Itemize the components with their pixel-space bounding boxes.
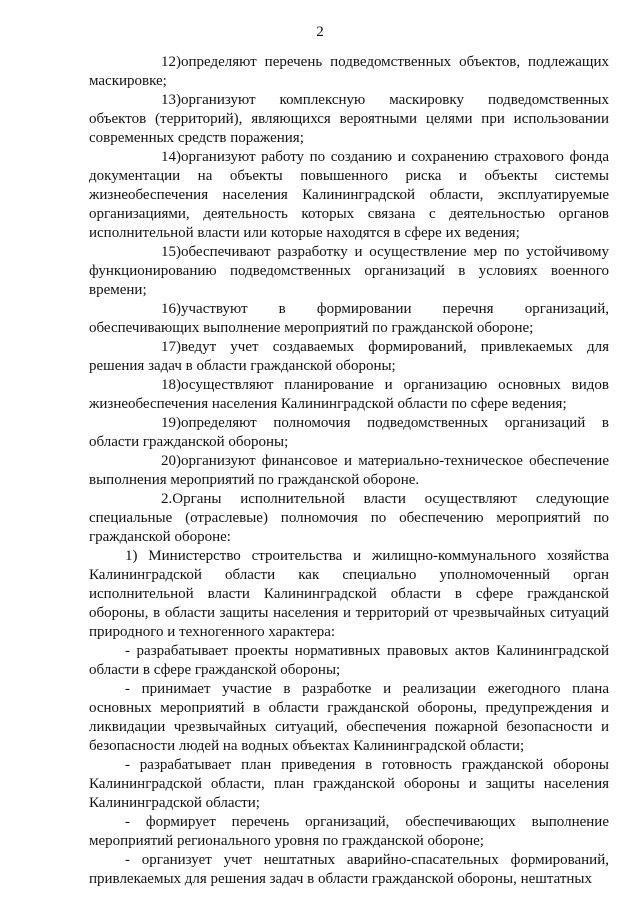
paragraph bbox=[89, 414, 609, 452]
paragraph-number: 13) bbox=[161, 92, 181, 108]
paragraph-text: участвуют в формировании перечня организаций, обеспечивающих выполнение мероприятий по гражданской обороне; bbox=[89, 301, 609, 336]
paragraph-text: - формирует перечень организаций, обеспечивающих выполнение мероприятий регионального уровня по гражданской обороне; bbox=[89, 814, 609, 849]
paragraph-number: 18) bbox=[161, 377, 181, 393]
paragraph-number: 17) bbox=[161, 339, 181, 355]
paragraph-text: организуют комплексную маскировку подведомственных объектов (территорий), являющихся вероятными целями при использовании современных средств поражения; bbox=[89, 92, 609, 146]
paragraph bbox=[89, 680, 609, 756]
paragraph-text: - разрабатывает план приведения в готовность гражданской обороны Калининградской области, план гражданской обороны и защиты населения Калининградской области; bbox=[89, 757, 609, 811]
paragraph-text: 1) Министерство строительства и жилищно-коммунального хозяйства Калининградской области как специально уполномоченный орган исполнительной власти Калининградской области в сфере гражданской обороны, в области защиты населения и территорий от чрезвычайных ситуаций природного и техногенного характера: bbox=[89, 548, 609, 640]
paragraph bbox=[89, 148, 609, 243]
paragraph-text: - принимает участие в разработке и реализации ежегодного плана основных мероприятий в области гражданской обороны, предупреждения и ликвидации чрезвычайных ситуаций, обеспечения пожарной безопасности и безопасности людей на водных объектах Калининградской области; bbox=[89, 681, 609, 754]
paragraph-text: обеспечивают разработку и осуществление мер по устойчивому функционированию подведомственных организаций в условиях военного времени; bbox=[89, 244, 609, 298]
paragraph-text: Органы исполнительной власти осуществляют следующие специальные (отраслевые) полномочия по обеспечению мероприятий по гражданской обороне: bbox=[89, 491, 609, 545]
paragraph-number: 14) bbox=[161, 149, 181, 165]
paragraph bbox=[89, 547, 609, 642]
paragraph-text: определяют перечень подведомственных объектов, подлежащих маскировке; bbox=[89, 54, 609, 89]
paragraph-text: ведут учет создаваемых формирований, привлекаемых для решения задач в области гражданской обороны; bbox=[89, 339, 609, 374]
paragraph bbox=[89, 91, 609, 148]
paragraph bbox=[89, 243, 609, 300]
paragraph bbox=[89, 452, 609, 490]
paragraph-text: осуществляют планирование и организацию основных видов жизнеобеспечения населения Калининградской области по сфере ведения; bbox=[89, 377, 609, 412]
paragraph-number: 12) bbox=[161, 54, 181, 70]
paragraph bbox=[89, 756, 609, 813]
paragraph bbox=[89, 376, 609, 414]
paragraph-number: 15) bbox=[161, 244, 181, 260]
paragraph-number: 16) bbox=[161, 301, 181, 317]
paragraph bbox=[89, 813, 609, 851]
paragraph bbox=[89, 300, 609, 338]
paragraph-text: организуют работу по созданию и сохранению страхового фонда документации на объекты повышенного риска и объекты системы жизнеобеспечения населения Калининградской области, эксплуатируемые организациями, деятельность которых связана с деятельностью органов исполнительной власти или которые находятся в сфере их ведения; bbox=[89, 149, 609, 241]
paragraph-number: 20) bbox=[161, 453, 181, 469]
paragraph bbox=[89, 490, 609, 547]
paragraph-text: определяют полномочия подведомственных организаций в области гражданской обороны; bbox=[89, 415, 609, 450]
paragraph-text: - организует учет нештатных аварийно-спасательных формирований, привлекаемых для решения задач в области гражданской обороны, нештатных bbox=[89, 852, 609, 887]
paragraph-text: организуют финансовое и материально-техническое обеспечение выполнения мероприятий по гражданской обороне. bbox=[89, 453, 609, 488]
paragraph-text: - разрабатывает проекты нормативных правовых актов Калининградской области в сфере гражданской обороны; bbox=[89, 643, 609, 678]
page-number: 2 bbox=[316, 24, 324, 40]
paragraph-number: 2. bbox=[161, 491, 173, 507]
paragraph bbox=[89, 851, 609, 889]
paragraph bbox=[89, 338, 609, 376]
document-body bbox=[89, 53, 609, 889]
paragraph bbox=[89, 53, 609, 91]
paragraph-number: 19) bbox=[161, 415, 181, 431]
paragraph bbox=[89, 642, 609, 680]
